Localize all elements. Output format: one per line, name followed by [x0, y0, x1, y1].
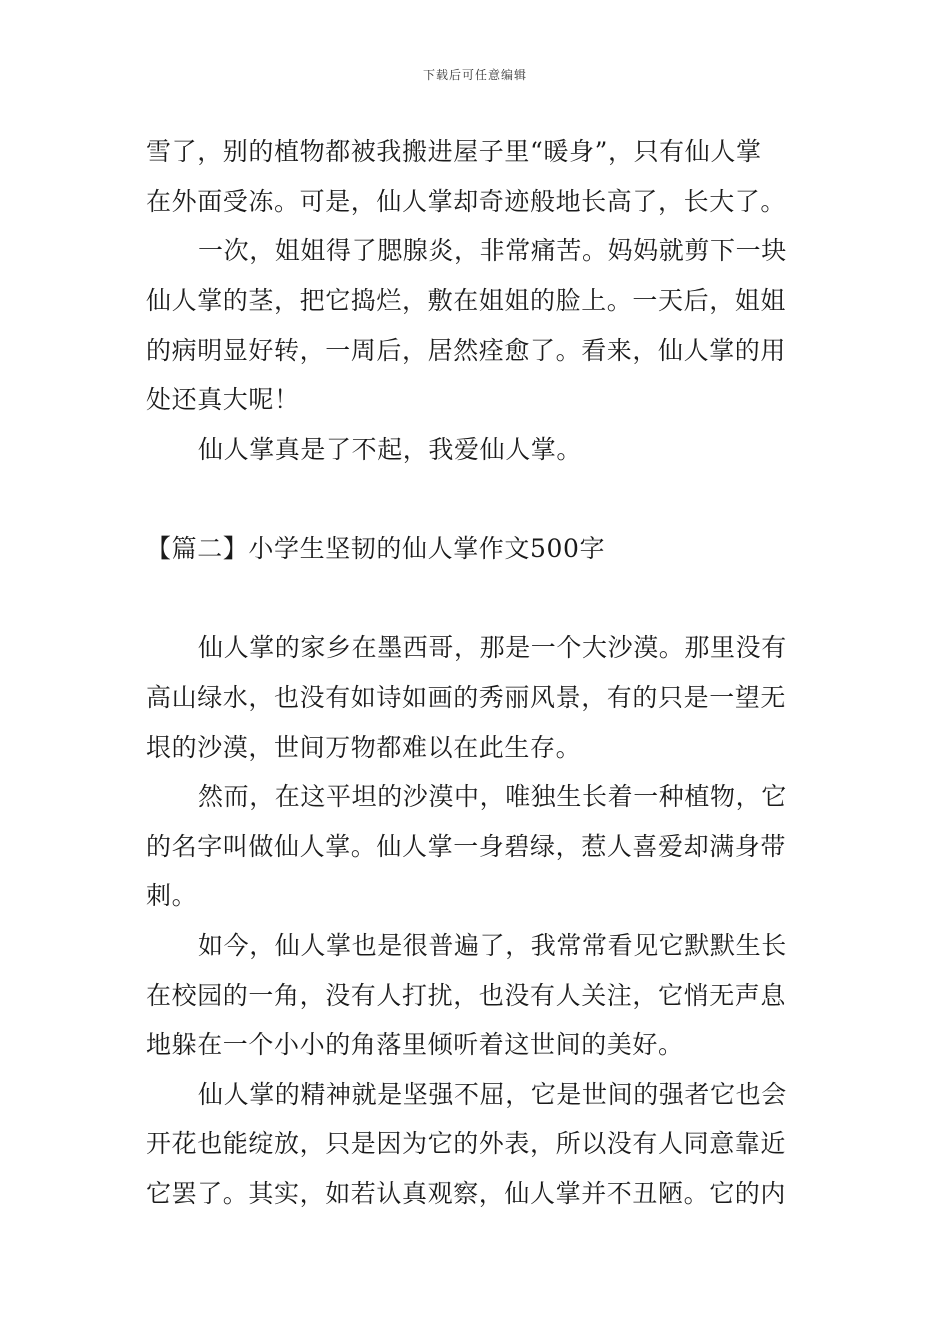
paragraph-start: 仙人掌的家乡在墨西哥，那是一个大沙漠。那里没有 — [198, 633, 787, 662]
text-line: 垠的沙漠，世间万物都难以在此生存。 — [146, 733, 582, 762]
page-header: 下载后可任意编辑 — [422, 68, 527, 82]
text-line: 仙人掌的茎，把它捣烂，敷在姐姐的脸上。一天后，姐姐 — [146, 286, 787, 315]
paragraph-start: 仙人掌真是了不起，我爱仙人掌。 — [198, 435, 583, 464]
text-line: 雪了，别的植物都被我搬进屋子里“暖身”，只有仙人掌 — [146, 137, 762, 166]
text-line: 处还真大呢！ — [146, 385, 300, 414]
paragraph-start: 如今，仙人掌也是很普遍了，我常常看见它默默生长 — [198, 931, 787, 960]
text-line: 刺。 — [146, 881, 198, 910]
text-line: 它罢了。其实，如若认真观察，仙人掌并不丑陋。它的内 — [146, 1179, 787, 1208]
section-heading: 【篇二】小学生坚韧的仙人掌作文500字 — [146, 534, 606, 563]
text-line: 在外面受冻。可是，仙人掌却奇迹般地长高了，长大了。 — [146, 187, 787, 216]
text-line: 高山绿水，也没有如诗如画的秀丽风景，有的只是一望无 — [146, 683, 787, 712]
text-line: 的病明显好转，一周后，居然痊愈了。看来，仙人掌的用 — [146, 336, 787, 365]
paragraph-start: 仙人掌的精神就是坚强不屈，它是世间的强者它也会 — [198, 1080, 787, 1109]
text-line: 地躲在一个小小的角落里倾听着这世间的美好。 — [146, 1030, 684, 1059]
paragraph-start: 然而，在这平坦的沙漠中，唯独生长着一种植物，它 — [198, 782, 787, 811]
text-line: 在校园的一角，没有人打扰，也没有人关注，它悄无声息 — [146, 981, 787, 1010]
text-line: 的名字叫做仙人掌。仙人掌一身碧绿，惹人喜爱却满身带 — [146, 832, 787, 861]
text-line: 开花也能绽放，只是因为它的外表，所以没有人同意靠近 — [146, 1129, 787, 1158]
paragraph-start: 一次，姐姐得了腮腺炎，非常痛苦。妈妈就剪下一块 — [198, 236, 787, 265]
